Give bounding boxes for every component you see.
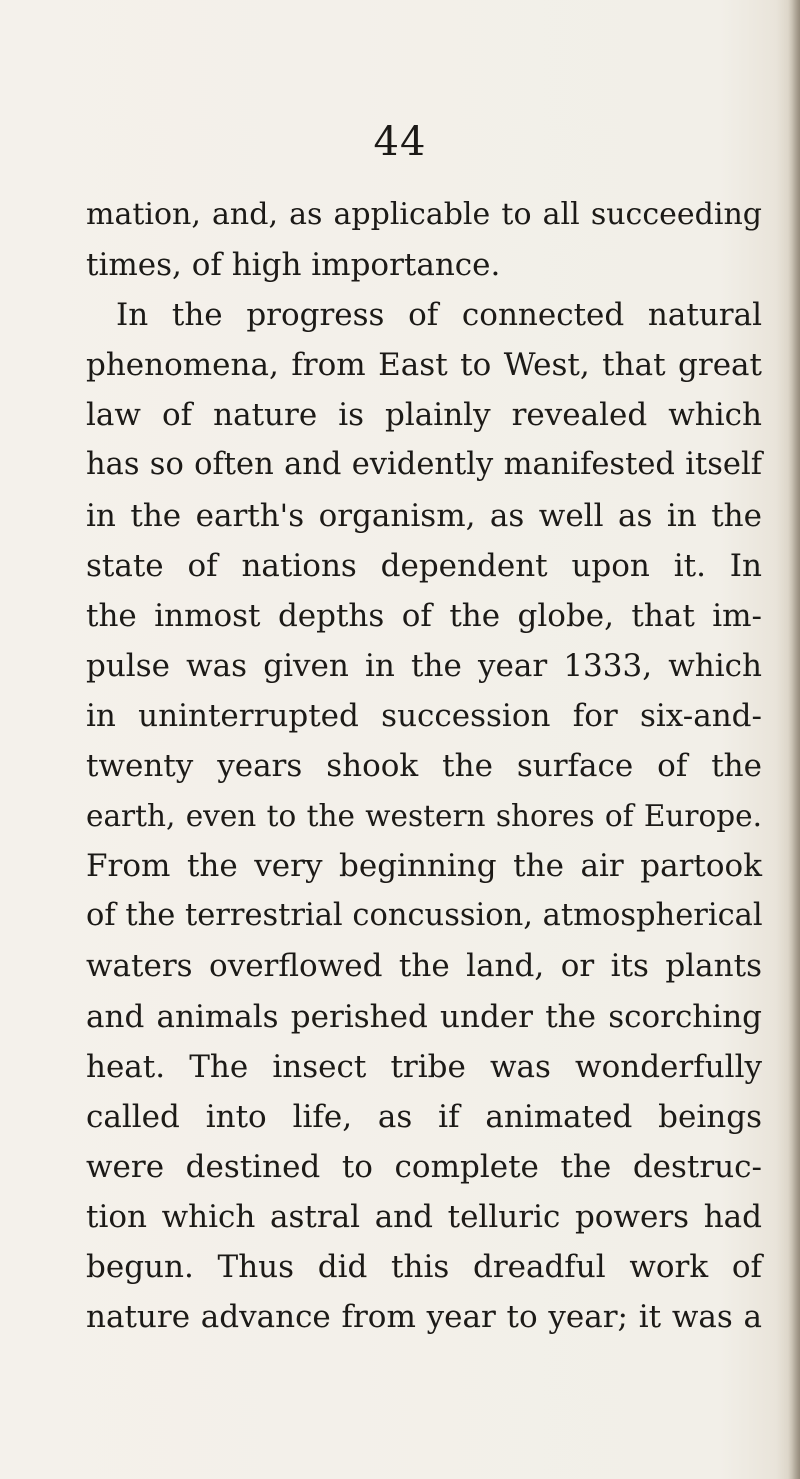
body-text xyxy=(86,190,762,1342)
text-line: mation, and, as applicable to all succeeding xyxy=(86,197,762,232)
text-line: In the progress of connected natural xyxy=(116,297,762,334)
text-line: state of nations dependent upon it. In xyxy=(86,547,762,584)
text-line: pulse was given in the year 1333, which xyxy=(86,647,762,684)
text-line: earth, even to the western shores of Europe. xyxy=(86,799,762,834)
text-line: tion which astral and telluric powers had xyxy=(86,1198,762,1235)
text-line: phenomena, from East to West, that great xyxy=(86,347,762,384)
text-line: of the terrestrial concussion, atmospherical xyxy=(86,898,763,934)
text-line: heat. The insect tribe was wonderfully xyxy=(86,1048,762,1085)
text-line: nature advance from year to year; it was a xyxy=(86,1299,762,1336)
text-line: From the very beginning the air partook xyxy=(86,848,762,885)
text-line: has so often and evidently manifested itself xyxy=(86,447,762,483)
text-line: called into life, as if animated beings xyxy=(86,1098,762,1135)
text-line: waters overflowed the land, or its plants xyxy=(86,948,762,985)
text-line: were destined to complete the destruc- xyxy=(86,1148,762,1185)
page-edge-shadow xyxy=(788,0,800,1479)
text-line: law of nature is plainly revealed which xyxy=(86,397,762,434)
text-line: begun. Thus did this dreadful work of xyxy=(86,1248,762,1285)
text-line: the inmost depths of the globe, that im- xyxy=(86,597,762,634)
text-line: and animals perished under the scorching xyxy=(86,998,762,1035)
text-line: in the earth's organism, as well as in the xyxy=(86,497,762,534)
page-number: 44 xyxy=(373,119,427,165)
text-line: times, of high importance. xyxy=(86,247,501,284)
text-line: twenty years shook the surface of the xyxy=(86,748,762,785)
text-line: in uninterrupted succession for six-and- xyxy=(86,697,762,734)
